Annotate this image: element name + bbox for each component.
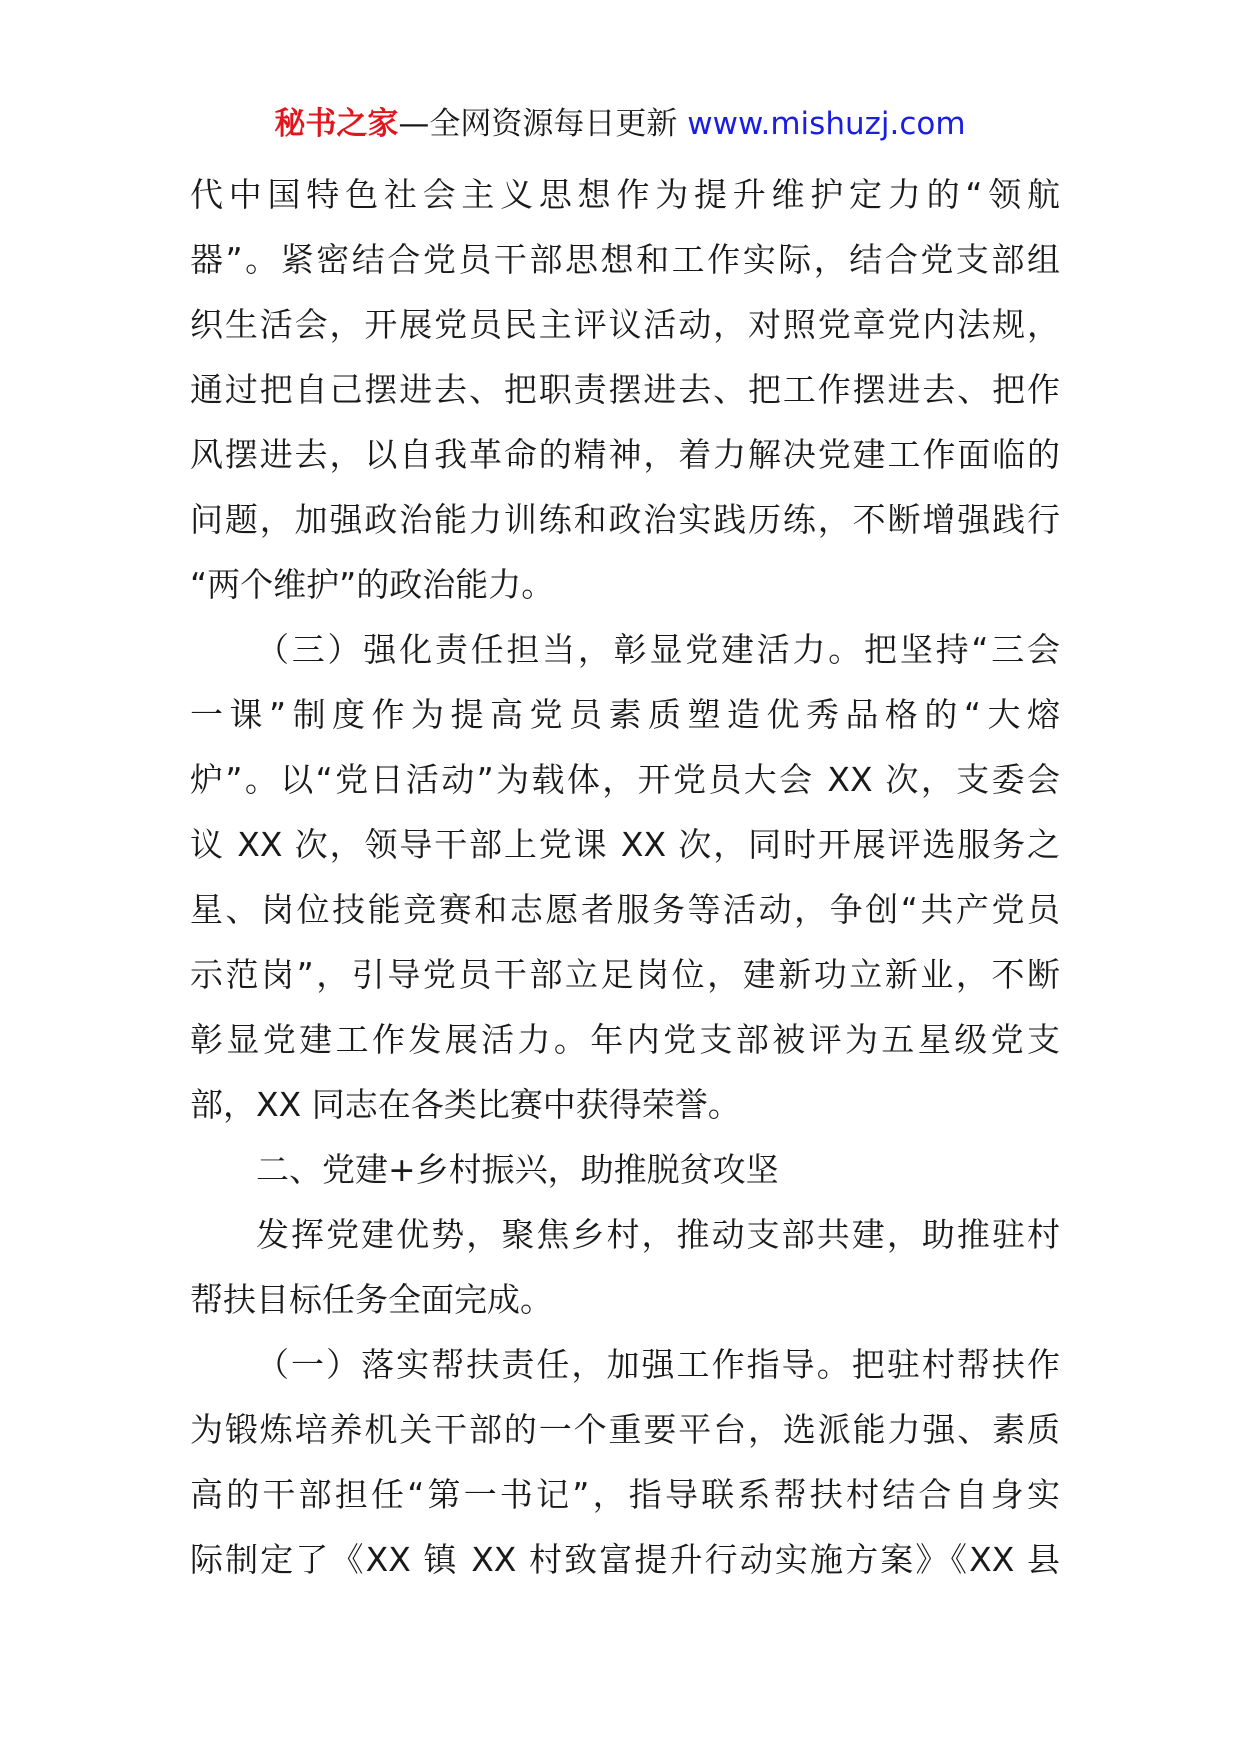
- text-line: 议 XX 次，领导干部上党课 XX 次，同时开展评选服务之: [190, 825, 1060, 864]
- text-line: 部，XX 同志在各类比赛中获得荣誉。: [190, 1085, 741, 1124]
- text-line: “两个维护”的政治能力。: [190, 565, 555, 604]
- text-line: 问题，加强政治能力训练和政治实践历练，不断增强践行: [190, 500, 1060, 539]
- text-line: 际制定了《XX 镇 XX 村致富提升行动实施方案》《XX 县: [190, 1540, 1060, 1579]
- text-line: 示范岗”，引导党员干部立足岗位，建新功立新业，不断: [190, 955, 1060, 994]
- text-line: 通过把自己摆进去、把职责摆进去、把工作摆进去、把作: [190, 370, 1060, 409]
- text-line: 炉”。以“党日活动”为载体，开党员大会 XX 次，支委会: [190, 760, 1060, 799]
- paragraph-start-line: （三）强化责任担当，彰显党建活力。把坚持“三会: [256, 630, 1060, 669]
- text-line: 为锻炼培养机关干部的一个重要平台，选派能力强、素质: [190, 1410, 1060, 1449]
- site-header: [0, 102, 1240, 146]
- brand-name: 秘书之家: [274, 106, 399, 142]
- text-line: 织生活会，开展党员民主评议活动，对照党章党内法规，: [190, 305, 1060, 344]
- document-body: [190, 162, 1060, 1592]
- text-line: 彰显党建工作发展活力。年内党支部被评为五星级党支: [190, 1020, 1060, 1059]
- text-line: 高的干部担任“第一书记”，指导联系帮扶村结合自身实: [190, 1475, 1060, 1514]
- paragraph-start-line: 发挥党建优势，聚焦乡村，推动支部共建，助推驻村: [256, 1215, 1060, 1254]
- section-heading: 二、党建+乡村振兴，助推脱贫攻坚: [256, 1150, 779, 1189]
- text-line: 代中国特色社会主义思想作为提升维护定力的“领航: [190, 175, 1060, 214]
- header-tagline: —全网资源每日更新: [398, 106, 688, 142]
- site-url-link[interactable]: www.mishuzj.com: [687, 106, 966, 142]
- text-line: 风摆进去，以自我革命的精神，着力解决党建工作面临的: [190, 435, 1060, 474]
- text-line: 星、岗位技能竞赛和志愿者服务等活动，争创“共产党员: [190, 890, 1060, 929]
- text-line: 一课”制度作为提高党员素质塑造优秀品格的“大熔: [190, 695, 1060, 734]
- paragraph-start-line: （一）落实帮扶责任，加强工作指导。把驻村帮扶作: [256, 1345, 1060, 1384]
- text-line: 器”。紧密结合党员干部思想和工作实际，结合党支部组: [190, 240, 1060, 279]
- text-line: 帮扶目标任务全面完成。: [190, 1280, 553, 1319]
